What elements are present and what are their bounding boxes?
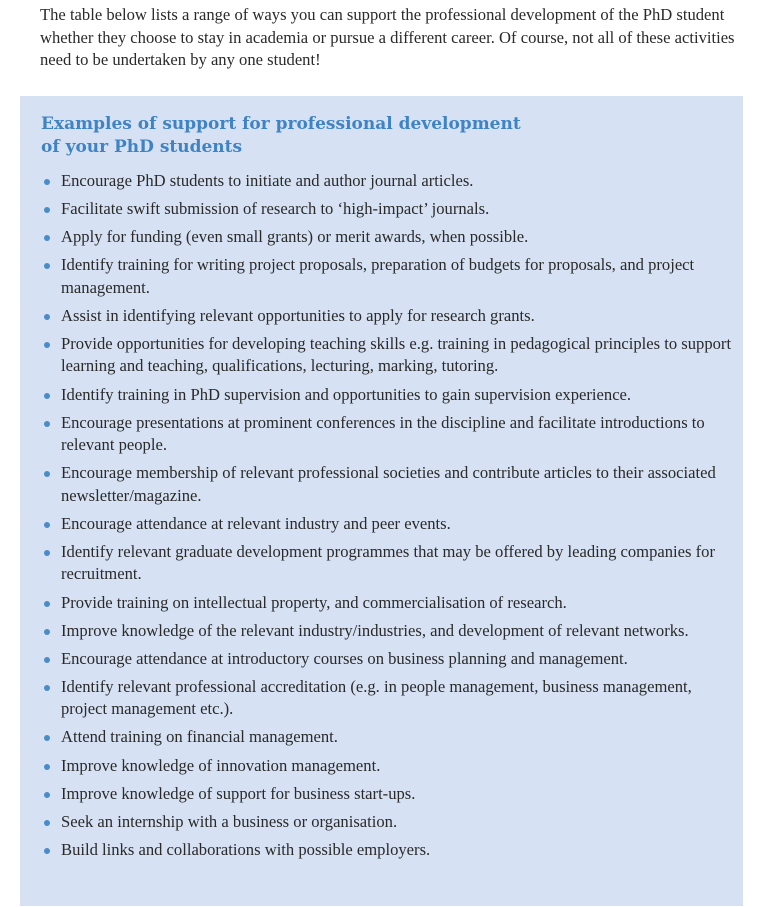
bullet-icon [44, 550, 50, 556]
list-item [42, 726, 732, 749]
list-item-text: Assist in identifying relevant opportunities to apply for research grants. [61, 305, 535, 325]
bullet-icon [44, 471, 50, 477]
bullet-icon [44, 792, 50, 798]
list-item-text: Apply for funding (even small grants) or merit awards, when possible. [61, 227, 529, 247]
panel-title-line-2: of your PhD students [41, 137, 243, 157]
list-item [42, 513, 732, 536]
list-item-text: Provide opportunities for developing teaching skills e.g. training in pedagogical principles to support learning and teaching, qualifications, lecturing, marking, tutoring. [61, 333, 732, 376]
list-item [42, 783, 732, 806]
list-item [42, 592, 732, 615]
list-item [42, 198, 732, 221]
list-item [42, 333, 732, 378]
list-item-text: Improve knowledge of support for business start-ups. [61, 783, 416, 803]
list-item-text: Encourage presentations at prominent conferences in the discipline and facilitate introductions to relevant people. [61, 412, 705, 455]
list-item-text: Identify training for writing project proposals, preparation of budgets for proposals, and project management. [61, 255, 695, 297]
list-item [42, 384, 732, 407]
list-item-text: Identify relevant professional accreditation (e.g. in people management, business management, project management etc.). [61, 676, 692, 719]
bullet-icon [44, 207, 50, 213]
list-item [42, 620, 732, 643]
bullet-icon [44, 848, 50, 854]
bullet-icon [44, 179, 50, 185]
bullet-icon [44, 314, 50, 320]
bullet-icon [44, 601, 50, 607]
list-item [42, 811, 732, 834]
bullet-icon [44, 764, 50, 770]
bullet-icon [44, 629, 50, 635]
bullet-icon [44, 685, 50, 691]
list-item-text: Attend training on financial management. [61, 727, 338, 747]
list-item [42, 541, 732, 586]
list-item [42, 170, 732, 193]
bullet-icon [44, 235, 50, 241]
list-item-text: Identify training in PhD supervision and opportunities to gain supervision experience. [61, 384, 632, 404]
support-panel [20, 96, 743, 906]
support-list [42, 170, 732, 867]
list-item [42, 839, 732, 862]
list-item [42, 462, 732, 507]
list-item-text: Provide training on intellectual property, and commercialisation of research. [61, 592, 567, 612]
panel-title-line-1: Examples of support for professional development [41, 114, 521, 134]
list-item [42, 226, 732, 249]
list-item-text: Facilitate swift submission of research to ‘high-impact’ journals. [61, 199, 490, 219]
list-item [42, 676, 732, 721]
bullet-icon [44, 735, 50, 741]
list-item-text: Encourage membership of relevant professional societies and contribute articles to their associated newsletter/magazine. [61, 463, 716, 505]
bullet-icon [44, 657, 50, 663]
bullet-icon [44, 263, 50, 269]
list-item-text: Seek an internship with a business or organisation. [61, 811, 398, 831]
list-item [42, 648, 732, 671]
bullet-icon [44, 820, 50, 826]
panel-title [41, 113, 641, 159]
intro-paragraph: The table below lists a range of ways you can support the professional development of the PhD student whether they choose to stay in academia or pursue a different career. Of course, not all of these activities need to be undertaken by any one student! [40, 5, 735, 69]
list-item-text: Improve knowledge of innovation management. [61, 755, 381, 775]
list-item [42, 412, 732, 457]
list-item [42, 305, 732, 328]
list-item-text: Encourage PhD students to initiate and author journal articles. [61, 171, 474, 190]
bullet-icon [44, 421, 50, 427]
bullet-icon [44, 393, 50, 399]
list-item [42, 254, 732, 299]
list-item [42, 755, 732, 778]
bullet-icon [44, 522, 50, 528]
list-item-text: Build links and collaborations with possible employers. [61, 839, 431, 859]
bullet-icon [44, 342, 50, 348]
list-item-text: Improve knowledge of the relevant industry/industries, and development of relevant networks. [61, 620, 689, 640]
list-item-text: Identify relevant graduate development programmes that may be offered by leading companies for recruitment. [61, 541, 715, 584]
list-item-text: Encourage attendance at introductory courses on business planning and management. [61, 648, 628, 668]
list-item-text: Encourage attendance at relevant industry and peer events. [61, 513, 451, 533]
